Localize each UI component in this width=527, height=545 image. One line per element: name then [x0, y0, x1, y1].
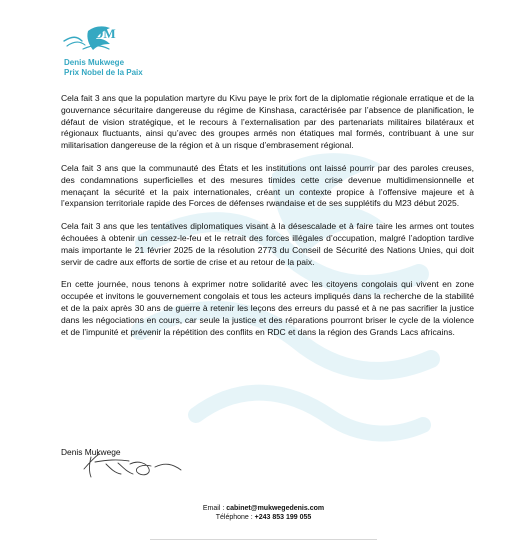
footer-divider: [150, 539, 377, 540]
organization-name: Denis Mukwege: [64, 58, 125, 67]
letter-paragraph: En cette journée, nous tenons à exprimer notre solidarité avec les citoyens congolais qui vivent en zone occupée et invitons le gouvernement congolais et tous les acteurs impliqués dans la recherche de la stabilité et de la paix après 30 ans de guerre à retenir les leçons des erreurs du passé et à ne pas sacrifier la justice dans les négociations en cours, car seule la justice et des réparations pourront briser le cycle de la violence et de l’impunité et prévenir la répétition des conflits en RDC et dans la région des Grands Lacs africains.: [61, 279, 474, 337]
logo-monogram: DM: [94, 26, 116, 41]
letter-body: [61, 93, 474, 349]
letter-footer: [0, 504, 527, 522]
dove-logo-icon: [62, 18, 122, 58]
letter-paragraph: Cela fait 3 ans que les tentatives diplomatiques visant à la désescalade et à faire taire les armes ont toutes échouées à obtenir un cessez-le-feu et le retrait des forces illégales d’occupation, malgré l’adoption tardive mais importante le 21 février 2025 de la résolution 2773 du Conseil de Sécurité des Nations Unies, qui doit servir de cadre aux efforts de sortie de crise et au retour de la paix.: [61, 221, 474, 267]
email-label: Email :: [202, 505, 227, 512]
phone-line: [0, 513, 527, 522]
signature-block: [61, 447, 241, 458]
phone-number[interactable]: +243 853 199 055: [254, 514, 312, 521]
phone-label: Téléphone :: [215, 514, 255, 521]
handwritten-signature-icon: [77, 452, 187, 480]
letter-paragraph: Cela fait 3 ans que la communauté des États et les institutions ont laissé pourrir par des paroles creuses, des condamnations superficielles et des mesures timides cette crise devenue multidimensionnelle et menaçant la sécurité et la paix internationales, créant un contexte propice à l’offensive majeure et à l’expansion territoriale rapide des Forces de défenses rwandaise et de ses supplétifs du M23 début 2025.: [61, 162, 474, 209]
email-line: [0, 504, 527, 513]
organization-subtitle: Prix Nobel de la Paix: [64, 68, 143, 77]
email-address[interactable]: cabinet@mukwegedenis.com: [226, 505, 325, 512]
letterhead: [62, 18, 143, 78]
signature-name: Denis Mukwege: [61, 447, 121, 457]
letter-paragraph: Cela fait 3 ans que la population martyre du Kivu paye le prix fort de la diplomatie régionale erratique et de la gouvernance sécuritaire dangereuse du régime de Kinshasa, caractérisée par l’absence de planification, le défaut de vision stratégique, et le recours à l’externalisation par des partenariats militaires bilatéraux et régionaux fluctuants, ainsi qu’avec des groupes armés non étatiques mal formés, contribuant à une sur militarisation dangereuse de la région et à un risque d’embrasement régional.: [61, 93, 474, 151]
